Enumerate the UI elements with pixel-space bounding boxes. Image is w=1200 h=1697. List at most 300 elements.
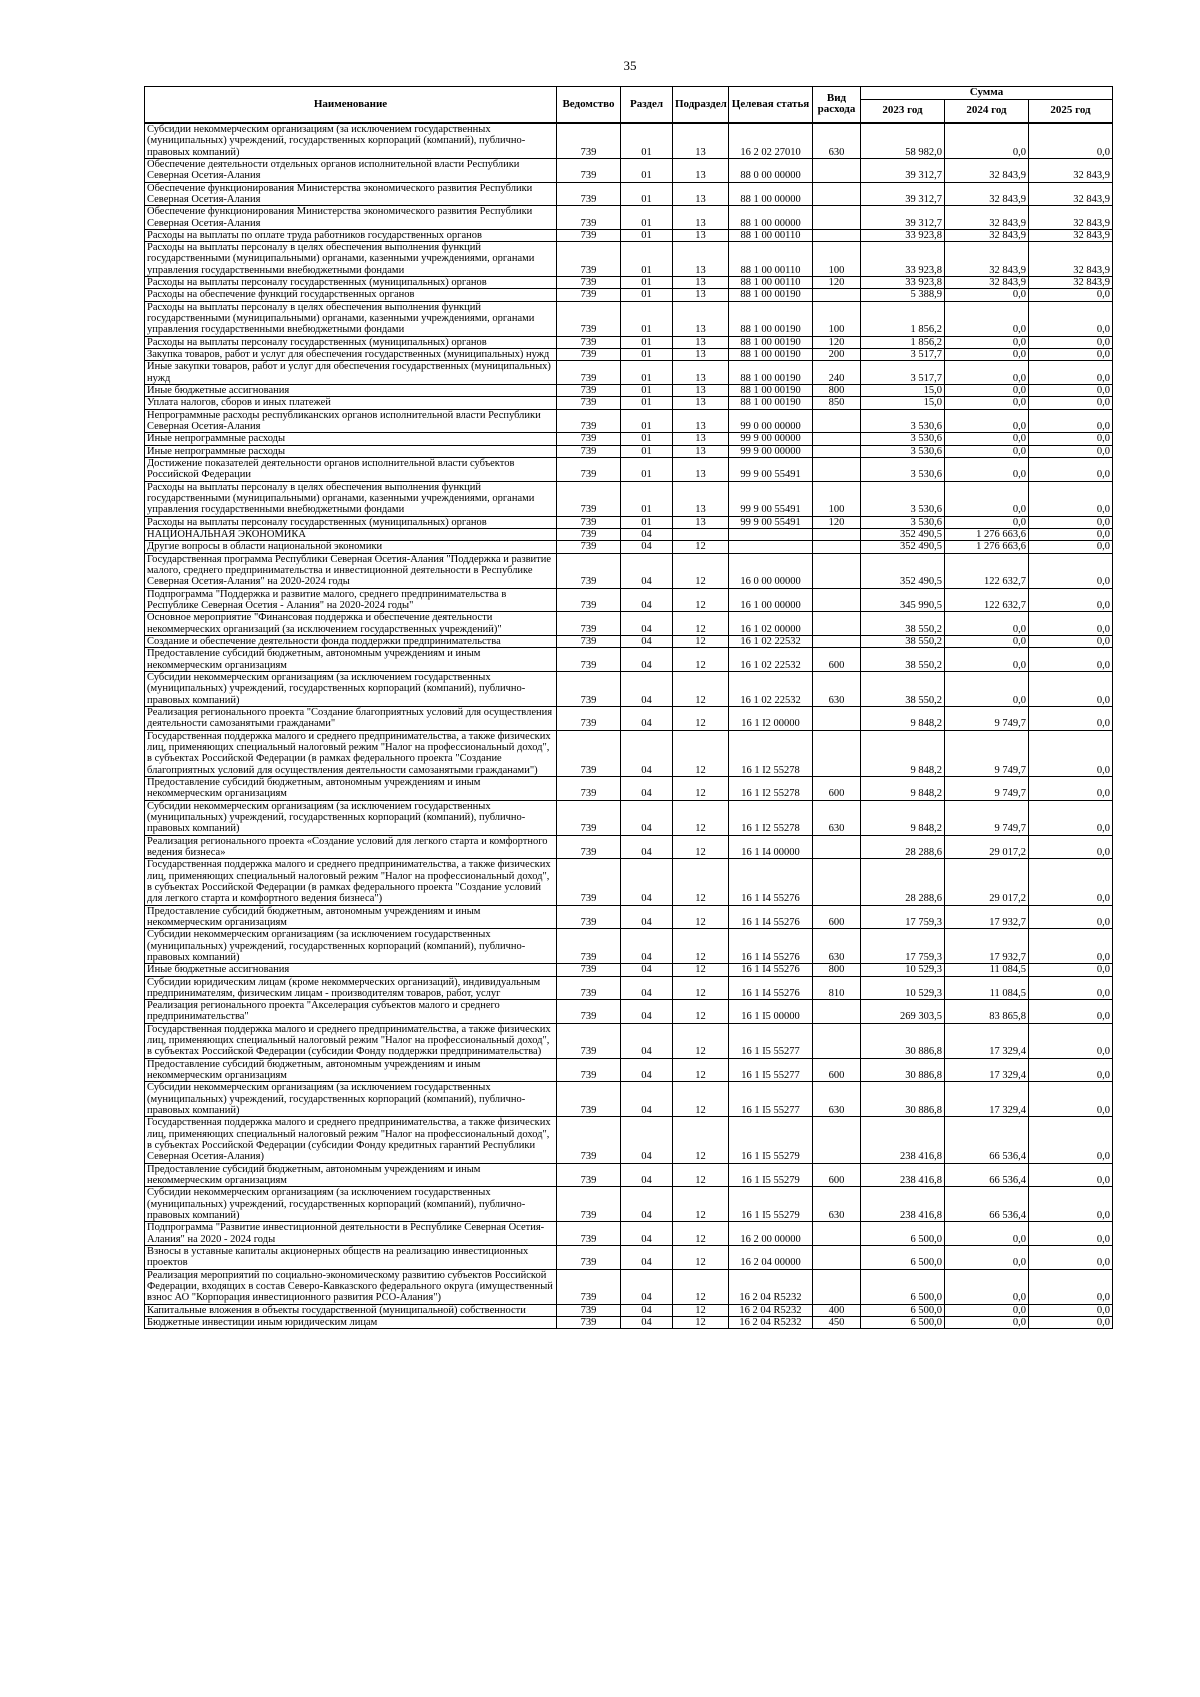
cell-sum-2023: 15,0	[861, 385, 945, 397]
cell-razdel: 01	[621, 397, 673, 409]
cell-vedomstvo: 739	[557, 516, 621, 528]
cell-vid-raskhoda: 600	[813, 905, 861, 929]
cell-razdel: 01	[621, 458, 673, 482]
table-row	[145, 516, 1113, 528]
cell-name: Расходы на выплаты по оплате труда работников государственных органов	[145, 229, 557, 241]
table-row	[145, 976, 1113, 1000]
cell-sum-2023: 30 886,8	[861, 1082, 945, 1117]
cell-podrazdel: 13	[673, 229, 729, 241]
cell-sum-2025: 32 843,9	[1029, 206, 1113, 230]
cell-vedomstvo: 739	[557, 588, 621, 612]
cell-sum-2024: 17 329,4	[945, 1023, 1029, 1058]
table-row	[145, 648, 1113, 672]
table-row	[145, 671, 1113, 706]
cell-celevaya-statya: 99 0 00 00000	[729, 409, 813, 433]
cell-vid-raskhoda	[813, 1000, 861, 1024]
table-row	[145, 1000, 1113, 1024]
cell-podrazdel: 12	[673, 730, 729, 776]
cell-sum-2025: 0,0	[1029, 349, 1113, 361]
cell-vedomstvo: 739	[557, 730, 621, 776]
cell-vid-raskhoda: 600	[813, 1058, 861, 1082]
cell-name: Иные непрограммные расходы	[145, 445, 557, 457]
cell-razdel: 01	[621, 361, 673, 385]
cell-sum-2023: 38 550,2	[861, 612, 945, 636]
cell-podrazdel: 12	[673, 1269, 729, 1304]
cell-razdel: 01	[621, 385, 673, 397]
cell-razdel: 01	[621, 433, 673, 445]
cell-vid-raskhoda	[813, 553, 861, 588]
cell-vedomstvo: 739	[557, 1082, 621, 1117]
cell-celevaya-statya: 16 1 I5 55279	[729, 1117, 813, 1163]
cell-sum-2023: 352 490,5	[861, 541, 945, 553]
cell-sum-2024: 32 843,9	[945, 242, 1029, 277]
cell-podrazdel: 13	[673, 123, 729, 158]
table-row	[145, 588, 1113, 612]
cell-celevaya-statya: 88 1 00 00190	[729, 397, 813, 409]
cell-celevaya-statya: 16 1 I5 00000	[729, 1000, 813, 1024]
cell-sum-2024: 0,0	[945, 301, 1029, 336]
cell-vedomstvo: 739	[557, 158, 621, 182]
cell-razdel: 04	[621, 859, 673, 905]
cell-name: Расходы на выплаты персоналу в целях обеспечения выполнения функций государственными (муниципальными) органами, казенными учреждениями, органами управления государственными внебюджетными фондами	[145, 242, 557, 277]
cell-name: Подпрограмма "Развитие инвестиционной деятельности в Республике Северная Осетия-Алания" на 2020 - 2024 годы	[145, 1222, 557, 1246]
cell-sum-2023: 1 856,2	[861, 301, 945, 336]
cell-sum-2024: 17 329,4	[945, 1058, 1029, 1082]
cell-razdel: 01	[621, 301, 673, 336]
cell-sum-2025: 32 843,9	[1029, 158, 1113, 182]
cell-vid-raskhoda	[813, 409, 861, 433]
cell-vid-raskhoda	[813, 433, 861, 445]
cell-sum-2023: 1 856,2	[861, 336, 945, 348]
table-row	[145, 277, 1113, 289]
cell-name: Государственная поддержка малого и среднего предпринимательства, а также физических лиц, применяющих специальный налоговый режим "Налог на профессиональный доход", в субъектах Российской Федерации (субсидии Фонду поддержки предпринимательства)	[145, 1023, 557, 1058]
cell-sum-2025: 0,0	[1029, 671, 1113, 706]
cell-razdel: 04	[621, 1163, 673, 1187]
cell-sum-2025: 32 843,9	[1029, 229, 1113, 241]
cell-sum-2024: 29 017,2	[945, 859, 1029, 905]
cell-razdel: 01	[621, 123, 673, 158]
cell-vedomstvo: 739	[557, 976, 621, 1000]
cell-razdel: 04	[621, 588, 673, 612]
cell-sum-2024: 0,0	[945, 385, 1029, 397]
cell-sum-2025: 0,0	[1029, 635, 1113, 647]
cell-sum-2023: 6 500,0	[861, 1222, 945, 1246]
cell-vedomstvo: 739	[557, 648, 621, 672]
cell-vedomstvo: 739	[557, 123, 621, 158]
cell-name: Реализация регионального проекта "Акселерация субъектов малого и среднего предпринимательства"	[145, 1000, 557, 1024]
cell-name: Основное мероприятие "Финансовая поддержка и обеспечение деятельности некоммерческих организаций (за исключением государственных учреждений)"	[145, 612, 557, 636]
cell-sum-2025: 32 843,9	[1029, 242, 1113, 277]
cell-vedomstvo: 739	[557, 929, 621, 964]
cell-sum-2025: 0,0	[1029, 1246, 1113, 1270]
cell-podrazdel: 13	[673, 397, 729, 409]
cell-vid-raskhoda	[813, 706, 861, 730]
cell-vedomstvo: 739	[557, 481, 621, 516]
cell-name: Субсидии юридическим лицам (кроме некоммерческих организаций), индивидуальным предпринимателям, физическим лицам - производителям товаров, работ, услуг	[145, 976, 557, 1000]
cell-sum-2023: 28 288,6	[861, 835, 945, 859]
cell-vedomstvo: 739	[557, 1117, 621, 1163]
cell-podrazdel: 12	[673, 588, 729, 612]
cell-vedomstvo: 739	[557, 349, 621, 361]
cell-sum-2025: 0,0	[1029, 481, 1113, 516]
cell-vedomstvo: 739	[557, 553, 621, 588]
cell-sum-2025: 0,0	[1029, 835, 1113, 859]
cell-vid-raskhoda	[813, 635, 861, 647]
cell-vid-raskhoda: 240	[813, 361, 861, 385]
cell-vid-raskhoda: 450	[813, 1317, 861, 1329]
cell-sum-2024: 32 843,9	[945, 229, 1029, 241]
cell-sum-2024: 32 843,9	[945, 206, 1029, 230]
table-row	[145, 242, 1113, 277]
cell-celevaya-statya: 16 1 I4 55276	[729, 905, 813, 929]
cell-vedomstvo: 739	[557, 182, 621, 206]
cell-celevaya-statya: 99 9 00 00000	[729, 433, 813, 445]
cell-sum-2023: 33 923,8	[861, 277, 945, 289]
cell-vedomstvo: 739	[557, 289, 621, 301]
table-row	[145, 397, 1113, 409]
cell-celevaya-statya: 16 2 02 27010	[729, 123, 813, 158]
cell-vid-raskhoda	[813, 541, 861, 553]
cell-celevaya-statya: 88 1 00 00190	[729, 349, 813, 361]
header-vedomstvo: Ведомство	[557, 87, 621, 123]
cell-razdel: 04	[621, 671, 673, 706]
table-row	[145, 481, 1113, 516]
cell-name: Создание и обеспечение деятельности фонда поддержки предпринимательства	[145, 635, 557, 647]
table-row	[145, 1058, 1113, 1082]
cell-sum-2025: 0,0	[1029, 289, 1113, 301]
cell-podrazdel	[673, 529, 729, 541]
table-row	[145, 1317, 1113, 1329]
cell-name: Расходы на выплаты персоналу в целях обеспечения выполнения функций государственными (муниципальными) органами, казенными учреждениями, органами управления государственными внебюджетными фондами	[145, 301, 557, 336]
cell-sum-2025: 0,0	[1029, 397, 1113, 409]
cell-podrazdel: 13	[673, 445, 729, 457]
cell-sum-2024: 122 632,7	[945, 553, 1029, 588]
cell-sum-2023: 30 886,8	[861, 1023, 945, 1058]
cell-name: Субсидии некоммерческим организациям (за исключением государственных (муниципальных) учреждений, государственных корпораций (компаний), публично-правовых компаний)	[145, 671, 557, 706]
header-year-2025: 2025 год	[1029, 99, 1113, 123]
cell-vid-raskhoda	[813, 529, 861, 541]
cell-podrazdel: 13	[673, 242, 729, 277]
cell-sum-2023: 3 530,6	[861, 458, 945, 482]
table-row	[145, 800, 1113, 835]
cell-sum-2023: 33 923,8	[861, 229, 945, 241]
cell-vedomstvo: 739	[557, 1163, 621, 1187]
cell-vid-raskhoda: 100	[813, 242, 861, 277]
cell-razdel: 01	[621, 289, 673, 301]
cell-celevaya-statya: 99 9 00 55491	[729, 481, 813, 516]
cell-razdel: 04	[621, 929, 673, 964]
cell-sum-2024: 66 536,4	[945, 1163, 1029, 1187]
table-row	[145, 1117, 1113, 1163]
cell-vid-raskhoda: 400	[813, 1304, 861, 1316]
cell-celevaya-statya: 16 0 00 00000	[729, 553, 813, 588]
cell-podrazdel: 13	[673, 182, 729, 206]
cell-sum-2024: 0,0	[945, 336, 1029, 348]
cell-vedomstvo: 739	[557, 635, 621, 647]
cell-sum-2023: 28 288,6	[861, 859, 945, 905]
cell-podrazdel: 12	[673, 541, 729, 553]
cell-sum-2025: 0,0	[1029, 123, 1113, 158]
cell-podrazdel: 13	[673, 336, 729, 348]
cell-vid-raskhoda	[813, 1023, 861, 1058]
cell-name: Государственная поддержка малого и среднего предпринимательства, а также физических лиц, применяющих специальный налоговый режим "Налог на профессиональный доход", в субъектах Российской Федерации (в рамках федерального проекта "Создание условий для легкого старта и комфортного ведения бизнеса")	[145, 859, 557, 905]
cell-podrazdel: 12	[673, 1000, 729, 1024]
cell-sum-2024: 32 843,9	[945, 158, 1029, 182]
cell-vid-raskhoda	[813, 859, 861, 905]
cell-vedomstvo: 739	[557, 1317, 621, 1329]
cell-name: Иные непрограммные расходы	[145, 433, 557, 445]
cell-sum-2024: 0,0	[945, 635, 1029, 647]
cell-vedomstvo: 739	[557, 397, 621, 409]
cell-name: Субсидии некоммерческим организациям (за исключением государственных (муниципальных) учреждений, государственных корпораций (компаний), публично-правовых компаний)	[145, 929, 557, 964]
cell-name: Предоставление субсидий бюджетным, автономным учреждениям и иным некоммерческим организациям	[145, 648, 557, 672]
cell-sum-2024: 0,0	[945, 433, 1029, 445]
cell-podrazdel: 13	[673, 481, 729, 516]
table-row	[145, 1187, 1113, 1222]
cell-celevaya-statya: 16 1 I2 55278	[729, 800, 813, 835]
cell-podrazdel: 13	[673, 361, 729, 385]
table-row	[145, 1269, 1113, 1304]
cell-sum-2023: 352 490,5	[861, 553, 945, 588]
cell-vedomstvo: 739	[557, 835, 621, 859]
table-row	[145, 964, 1113, 976]
cell-podrazdel: 13	[673, 433, 729, 445]
cell-sum-2023: 6 500,0	[861, 1269, 945, 1304]
cell-vid-raskhoda: 810	[813, 976, 861, 1000]
cell-razdel: 01	[621, 158, 673, 182]
cell-vedomstvo: 739	[557, 905, 621, 929]
cell-sum-2024: 9 749,7	[945, 730, 1029, 776]
cell-celevaya-statya: 16 1 I4 55276	[729, 976, 813, 1000]
cell-name: Государственная программа Республики Северная Осетия-Алания "Поддержка и развитие малого, среднего предпринимательства и инвестиционной деятельности в Республике Северная Осетия-Алания" на 2020-2024 годы	[145, 553, 557, 588]
cell-name: Предоставление субсидий бюджетным, автономным учреждениям и иным некоммерческим организациям	[145, 1163, 557, 1187]
cell-sum-2024: 122 632,7	[945, 588, 1029, 612]
cell-name: Иные закупки товаров, работ и услуг для обеспечения государственных (муниципальных) нужд	[145, 361, 557, 385]
cell-sum-2024: 11 084,5	[945, 976, 1029, 1000]
table-row	[145, 289, 1113, 301]
cell-celevaya-statya: 16 1 I4 55276	[729, 964, 813, 976]
cell-celevaya-statya: 88 1 00 00110	[729, 229, 813, 241]
cell-sum-2024: 29 017,2	[945, 835, 1029, 859]
cell-celevaya-statya: 88 1 00 00000	[729, 182, 813, 206]
cell-vedomstvo: 739	[557, 800, 621, 835]
cell-podrazdel: 12	[673, 706, 729, 730]
cell-razdel: 01	[621, 336, 673, 348]
cell-vid-raskhoda: 120	[813, 516, 861, 528]
cell-vid-raskhoda	[813, 445, 861, 457]
cell-vid-raskhoda: 800	[813, 385, 861, 397]
cell-sum-2025: 0,0	[1029, 1163, 1113, 1187]
cell-vid-raskhoda: 800	[813, 964, 861, 976]
cell-sum-2025: 0,0	[1029, 1317, 1113, 1329]
cell-sum-2024: 9 749,7	[945, 706, 1029, 730]
cell-celevaya-statya: 99 9 00 55491	[729, 516, 813, 528]
table-row	[145, 635, 1113, 647]
cell-celevaya-statya: 99 9 00 00000	[729, 445, 813, 457]
cell-celevaya-statya: 16 1 I4 55276	[729, 929, 813, 964]
cell-celevaya-statya: 88 1 00 00190	[729, 289, 813, 301]
table-row	[145, 182, 1113, 206]
cell-podrazdel: 12	[673, 929, 729, 964]
cell-sum-2023: 6 500,0	[861, 1246, 945, 1270]
cell-sum-2024: 0,0	[945, 1222, 1029, 1246]
cell-vedomstvo: 739	[557, 1304, 621, 1316]
table-row	[145, 206, 1113, 230]
table-row	[145, 361, 1113, 385]
cell-celevaya-statya: 16 2 04 00000	[729, 1246, 813, 1270]
cell-vid-raskhoda	[813, 229, 861, 241]
cell-sum-2025: 0,0	[1029, 588, 1113, 612]
cell-name: Взносы в уставные капиталы акционерных обществ на реализацию инвестиционных проектов	[145, 1246, 557, 1270]
cell-celevaya-statya: 16 1 02 22532	[729, 648, 813, 672]
cell-vedomstvo: 739	[557, 206, 621, 230]
cell-sum-2023: 3 517,7	[861, 361, 945, 385]
cell-vid-raskhoda	[813, 206, 861, 230]
cell-celevaya-statya: 16 1 I5 55277	[729, 1082, 813, 1117]
cell-vid-raskhoda	[813, 289, 861, 301]
cell-name: Субсидии некоммерческим организациям (за исключением государственных (муниципальных) учреждений, государственных корпораций (компаний), публично-правовых компаний)	[145, 1082, 557, 1117]
cell-razdel: 04	[621, 800, 673, 835]
cell-sum-2024: 17 932,7	[945, 929, 1029, 964]
cell-razdel: 04	[621, 730, 673, 776]
cell-sum-2024: 17 932,7	[945, 905, 1029, 929]
cell-vedomstvo: 739	[557, 859, 621, 905]
cell-vedomstvo: 739	[557, 361, 621, 385]
cell-sum-2025: 0,0	[1029, 612, 1113, 636]
cell-sum-2024: 0,0	[945, 1317, 1029, 1329]
cell-celevaya-statya: 16 1 I4 00000	[729, 835, 813, 859]
table-row	[145, 458, 1113, 482]
cell-sum-2023: 5 388,9	[861, 289, 945, 301]
cell-podrazdel: 13	[673, 516, 729, 528]
cell-podrazdel: 12	[673, 612, 729, 636]
cell-vid-raskhoda: 630	[813, 929, 861, 964]
table-row	[145, 1082, 1113, 1117]
cell-razdel: 04	[621, 635, 673, 647]
table-row	[145, 1222, 1113, 1246]
cell-sum-2023: 352 490,5	[861, 529, 945, 541]
cell-vid-raskhoda: 600	[813, 1163, 861, 1187]
cell-sum-2023: 9 848,2	[861, 730, 945, 776]
table-row	[145, 529, 1113, 541]
cell-name: Государственная поддержка малого и среднего предпринимательства, а также физических лиц, применяющих специальный налоговый режим "Налог на профессиональный доход", в субъектах Российской Федерации (в рамках федерального проекта "Создание благоприятных условий для осуществления деятельности самозанятыми гражданами")	[145, 730, 557, 776]
cell-vid-raskhoda	[813, 1246, 861, 1270]
cell-vid-raskhoda	[813, 835, 861, 859]
cell-sum-2025: 0,0	[1029, 541, 1113, 553]
cell-razdel: 01	[621, 182, 673, 206]
cell-celevaya-statya: 16 2 04 R5232	[729, 1304, 813, 1316]
cell-razdel: 04	[621, 964, 673, 976]
cell-razdel: 04	[621, 1222, 673, 1246]
cell-podrazdel: 12	[673, 1163, 729, 1187]
cell-podrazdel: 13	[673, 301, 729, 336]
cell-sum-2025: 0,0	[1029, 409, 1113, 433]
cell-sum-2024: 9 749,7	[945, 800, 1029, 835]
table-row	[145, 1023, 1113, 1058]
cell-vid-raskhoda: 600	[813, 776, 861, 800]
cell-name: Реализация регионального проекта «Создание условий для легкого старта и комфортного ведения бизнеса»	[145, 835, 557, 859]
cell-sum-2025: 32 843,9	[1029, 277, 1113, 289]
cell-sum-2024: 1 276 663,6	[945, 529, 1029, 541]
cell-sum-2025: 0,0	[1029, 929, 1113, 964]
cell-sum-2025: 0,0	[1029, 301, 1113, 336]
cell-name: Субсидии некоммерческим организациям (за исключением государственных (муниципальных) учреждений, государственных корпораций (компаний), публично-правовых компаний)	[145, 800, 557, 835]
cell-razdel: 01	[621, 349, 673, 361]
cell-celevaya-statya: 88 1 00 00000	[729, 206, 813, 230]
cell-sum-2024: 1 276 663,6	[945, 541, 1029, 553]
cell-razdel: 04	[621, 835, 673, 859]
cell-sum-2025: 0,0	[1029, 385, 1113, 397]
cell-name: Бюджетные инвестиции иным юридическим лицам	[145, 1317, 557, 1329]
cell-sum-2024: 0,0	[945, 349, 1029, 361]
table-row	[145, 349, 1113, 361]
cell-name: Обеспечение функционирования Министерства экономического развития Республики Северная Осетия-Алания	[145, 182, 557, 206]
cell-name: Предоставление субсидий бюджетным, автономным учреждениям и иным некоммерческим организациям	[145, 1058, 557, 1082]
cell-vid-raskhoda: 100	[813, 301, 861, 336]
table-row	[145, 905, 1113, 929]
table-row	[145, 123, 1113, 158]
table-row	[145, 1163, 1113, 1187]
cell-name: Предоставление субсидий бюджетным, автономным учреждениям и иным некоммерческим организациям	[145, 776, 557, 800]
cell-vedomstvo: 739	[557, 336, 621, 348]
cell-podrazdel: 12	[673, 648, 729, 672]
cell-name: Реализация мероприятий по социально-экономическому развитию субъектов Российской Федерации, входящих в состав Северо-Кавказского федерального округа (имущественный взнос АО "Корпорация инвестиционного развития РСО-Алания")	[145, 1269, 557, 1304]
header-year-2024: 2024 год	[945, 99, 1029, 123]
header-vid-raskhoda: Вид расхода	[813, 87, 861, 123]
cell-razdel: 04	[621, 612, 673, 636]
cell-sum-2024: 0,0	[945, 612, 1029, 636]
cell-razdel: 01	[621, 516, 673, 528]
cell-razdel: 01	[621, 242, 673, 277]
cell-sum-2023: 238 416,8	[861, 1117, 945, 1163]
cell-vedomstvo: 739	[557, 529, 621, 541]
cell-sum-2024: 0,0	[945, 445, 1029, 457]
cell-razdel: 01	[621, 481, 673, 516]
cell-celevaya-statya: 88 0 00 00000	[729, 158, 813, 182]
cell-sum-2023: 6 500,0	[861, 1317, 945, 1329]
cell-sum-2023: 17 759,3	[861, 905, 945, 929]
budget-table	[144, 86, 1113, 1329]
cell-razdel: 01	[621, 229, 673, 241]
table-row	[145, 433, 1113, 445]
cell-razdel: 04	[621, 1117, 673, 1163]
cell-podrazdel: 12	[673, 671, 729, 706]
table-row	[145, 541, 1113, 553]
table-row	[145, 229, 1113, 241]
cell-vid-raskhoda: 200	[813, 349, 861, 361]
cell-vid-raskhoda: 120	[813, 336, 861, 348]
cell-razdel: 04	[621, 905, 673, 929]
cell-name: Другие вопросы в области национальной экономики	[145, 541, 557, 553]
cell-sum-2025: 0,0	[1029, 529, 1113, 541]
cell-name: Обеспечение деятельности отдельных органов исполнительной власти Республики Северная Осетия-Алания	[145, 158, 557, 182]
table-row	[145, 409, 1113, 433]
cell-sum-2024: 0,0	[945, 289, 1029, 301]
cell-sum-2024: 0,0	[945, 397, 1029, 409]
table-row	[145, 158, 1113, 182]
cell-vid-raskhoda	[813, 612, 861, 636]
cell-name: Достижение показателей деятельности органов исполнительной власти субъектов Российской Федерации	[145, 458, 557, 482]
cell-podrazdel: 12	[673, 1222, 729, 1246]
cell-sum-2024: 66 536,4	[945, 1117, 1029, 1163]
cell-razdel: 01	[621, 277, 673, 289]
cell-sum-2023: 3 530,6	[861, 445, 945, 457]
cell-razdel: 04	[621, 706, 673, 730]
cell-vedomstvo: 739	[557, 301, 621, 336]
cell-sum-2023: 238 416,8	[861, 1187, 945, 1222]
cell-sum-2023: 15,0	[861, 397, 945, 409]
cell-sum-2024: 0,0	[945, 1246, 1029, 1270]
